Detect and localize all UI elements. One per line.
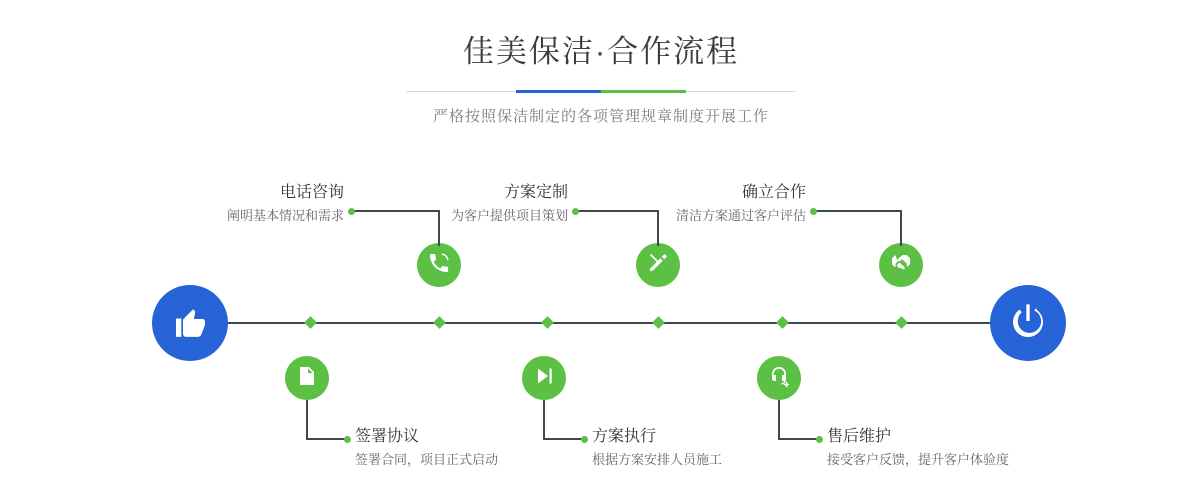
axis-node-5 [776,316,789,329]
page-subtitle: 严格按照保洁制定的各项管理规章制度开展工作 [432,108,769,125]
headset-support-icon [767,364,791,393]
process-timeline [0,150,1202,502]
step-6-desc: 接受客户反馈，提升客户体验度 [827,452,1010,467]
step-4-tip-dot [581,436,588,443]
step-3-icon-badge[interactable] [636,243,680,287]
step-5-connector-vertical [900,210,902,246]
step-5-title: 确立合作 [741,184,806,201]
timeline-end-cap [990,285,1066,361]
handshake-icon [889,251,913,280]
step-5-tip-dot [810,208,817,215]
thumbs-up-icon [170,301,210,346]
step-4-desc: 根据方案安排人员施工 [592,452,723,467]
step-3-desc: 为客户提供项目策划 [450,208,568,223]
timeline-axis [155,322,1047,324]
step-1-icon-badge[interactable] [417,243,461,287]
timeline-start-cap [152,285,228,361]
document-edit-icon [295,364,319,393]
step-4-connector-vertical [543,400,545,438]
step-5-icon-badge[interactable] [879,243,923,287]
axis-node-3 [541,316,554,329]
power-icon [1008,301,1048,346]
step-1-title: 电话咨询 [279,184,344,201]
page-title: 佳美保洁·合作流程 [462,34,740,69]
step-6-connector-vertical [778,400,780,438]
title-divider [406,90,796,93]
axis-node-5b [895,316,908,329]
step-2-icon-badge[interactable] [285,356,329,400]
step-6-label [827,426,1147,470]
axis-node-1b [433,316,446,329]
axis-node-1 [304,316,317,329]
step-2-connector-vertical [306,400,308,438]
step-2-title: 签署协议 [355,428,420,445]
step-4-title: 方案执行 [592,428,657,445]
phone-ring-icon [427,251,451,280]
divider-accent-blue [516,90,601,93]
step-3-label [296,182,568,226]
divider-accent-green [601,90,686,93]
step-6-tip-dot [816,436,823,443]
step-1-desc: 阐明基本情况和需求 [226,208,344,223]
pen-ruler-icon [646,251,670,280]
axis-node-3b [652,316,665,329]
play-forward-icon [532,364,556,393]
step-6-title: 售后维护 [827,428,892,445]
step-3-title: 方案定制 [503,184,568,201]
step-6-icon-badge[interactable] [757,356,801,400]
step-6-connector-horizontal [778,438,818,440]
step-4-connector-horizontal [543,438,583,440]
step-4-icon-badge[interactable] [522,356,566,400]
step-5-connector-horizontal [814,210,902,212]
step-5-label [530,182,806,226]
step-2-connector-horizontal [306,438,346,440]
page-header [0,30,1202,126]
step-2-desc: 签署合同，项目正式启动 [355,452,499,467]
step-5-desc: 清洁方案通过客户评估 [675,208,806,223]
step-2-tip-dot [344,436,351,443]
